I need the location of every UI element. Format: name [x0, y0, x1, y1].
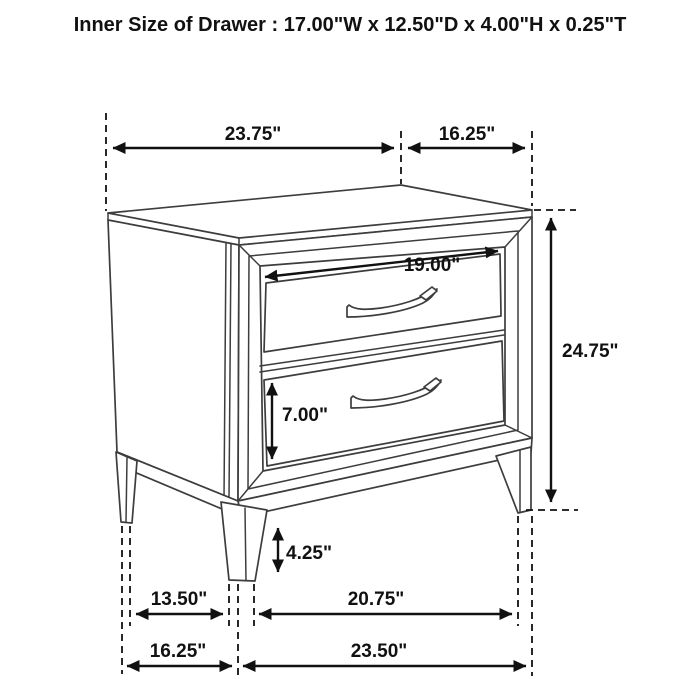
label-base-width: 23.50" [350, 641, 408, 662]
label-leg-height: 4.25" [286, 543, 332, 564]
label-top-depth: 16.25" [438, 124, 496, 145]
nightstand-drawing [108, 185, 532, 581]
leg-front-left [221, 502, 267, 581]
label-base-depth: 16.25" [149, 641, 207, 662]
leg-front-right [496, 447, 531, 513]
label-leg-span-side: 13.50" [150, 589, 208, 610]
label-top-width: 23.75" [224, 124, 282, 145]
label-height: 24.75" [562, 341, 619, 362]
leg-back-left-edge [126, 458, 127, 522]
label-drawer-width: 19.00" [403, 255, 461, 276]
diagram-title: Inner Size of Drawer : 17.00"W x 12.50"D x 4.00"H x 0.25"T [73, 14, 627, 36]
leg-front-left-edge [245, 508, 246, 581]
label-drawer-face-height: 7.00" [282, 405, 328, 426]
label-leg-span-front: 20.75" [347, 589, 405, 610]
